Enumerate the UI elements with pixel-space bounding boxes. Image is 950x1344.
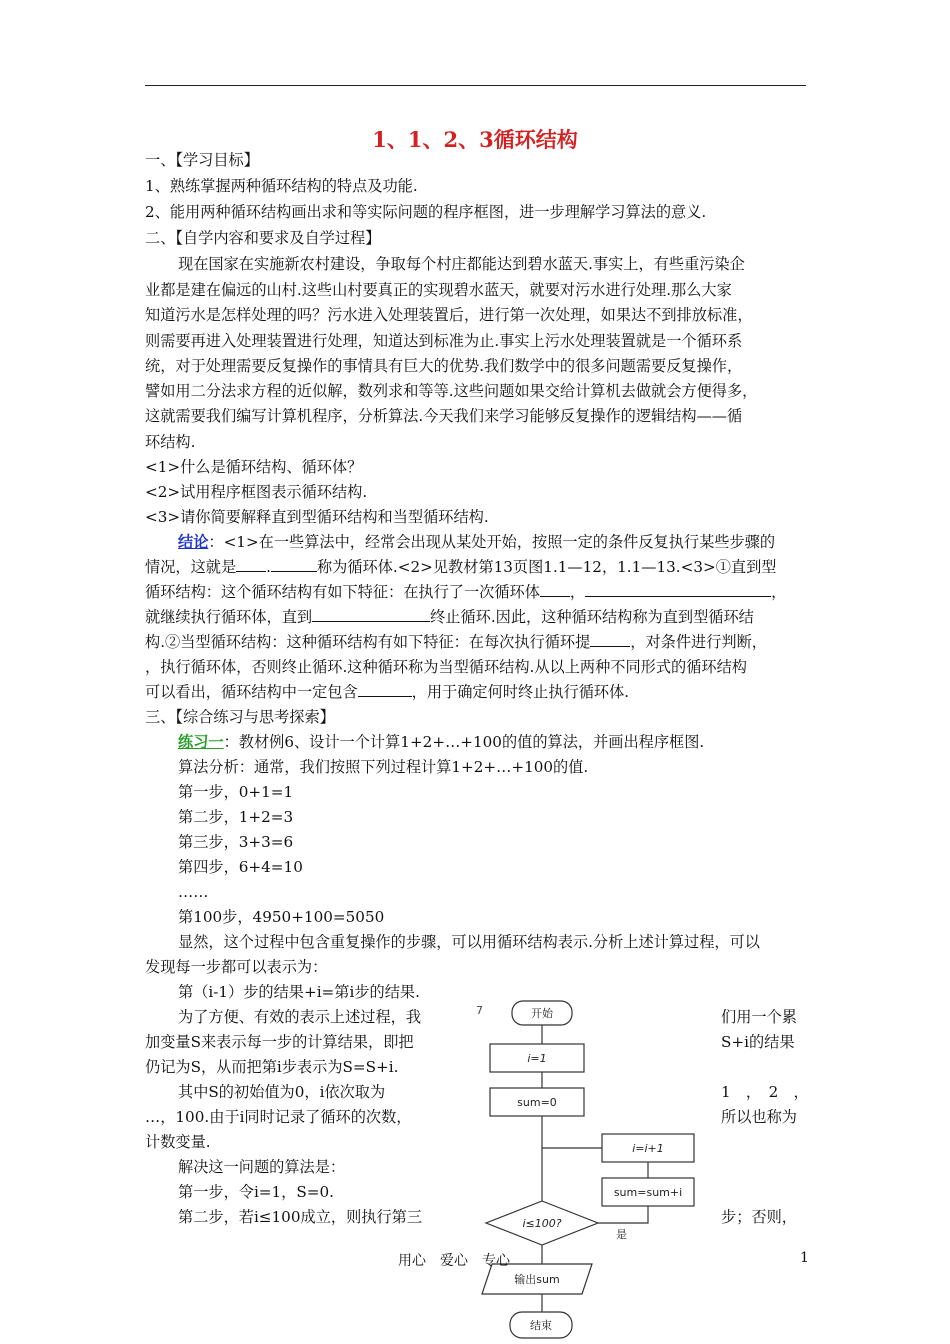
goal-2: 2、能用两种循环结构画出求和等实际问题的程序框图，进一步理解学习算法的意义. [145, 203, 707, 221]
paragraph-line: 譬如用二分法求方程的近似解，数列求和等等.这些问题如果交给计算机去做就会方便得多， [145, 382, 758, 400]
fill-blank [590, 632, 630, 647]
page-title: 1、1、2、3循环结构 [372, 127, 578, 152]
paragraph-line: 知道污水是怎样处理的吗？污水进入处理装置后，进行第一次处理，如果达不到排放标准， [145, 306, 753, 324]
exercise-line: 发现每一步都可以表示为： [145, 958, 328, 976]
exercise-line: 第三步，3+3=6 [178, 833, 294, 851]
loop-flowchart [470, 996, 710, 1344]
accumulate-label: sum=sum+i [613, 1186, 683, 1199]
fill-blank [236, 557, 266, 572]
wrap-left-line: …，100.由于i同时记录了循环的次数， [145, 1108, 412, 1126]
section-heading-3: 三、【综合练习与思考探索】 [145, 708, 335, 726]
question-3: <3>请你简要解释直到型循环结构和当型循环结构. [145, 508, 489, 526]
exercise-line: 第二步，1+2=3 [178, 808, 294, 826]
goal-1: 1、熟练掌握两种循环结构的特点及功能. [145, 177, 418, 195]
paragraph-line: 统，对于处理需要反复操作的事情具有巨大的优势.我们数学中的很多问题需要反复操作， [145, 357, 743, 375]
start-label: 开始 [531, 1007, 553, 1020]
exercise-label: 练习一 [178, 733, 224, 751]
question-2: <2>试用程序框图表示循环结构. [145, 483, 368, 501]
exercise-line: 第（i-1）步的结果+i=第i步的结果. [178, 983, 420, 1001]
wrap-right-line: 所以也称为 [721, 1108, 797, 1126]
paragraph-line: 业都是建在偏远的山村.这些山村要真正的实现碧水蓝天，就要对污水进行处理.那么大家 [145, 281, 732, 299]
condition-label: i≤100? [522, 1217, 562, 1230]
wrap-left-line: 第一步，令i=1，S=0. [178, 1183, 334, 1201]
page-number: 1 [800, 1250, 809, 1266]
footer-text: 用心 爱心 专心 [398, 1253, 510, 1269]
conclusion-line: 结论：<1>在一些算法中，经常会出现从某处开始，按照一定的条件反复执行某些步骤的 [178, 533, 776, 551]
section-heading-1: 一、【学习目标】 [145, 151, 259, 169]
output-label: 输出sum [514, 1273, 560, 1286]
corner-mark: 7 [476, 1004, 483, 1017]
init-sum-label: sum=0 [517, 1096, 557, 1109]
fill-blank [271, 557, 317, 572]
section-heading-2: 二、【自学内容和要求及自学过程】 [145, 229, 381, 247]
exercise-line: 第一步，0+1=1 [178, 783, 294, 801]
exercise-line: 算法分析：通常，我们按照下列过程计算1+2+…+100的值. [178, 758, 589, 776]
wrap-left-line: 仍记为S，从而把第i步表示为S=S+i. [145, 1058, 399, 1076]
conclusion-line: 构.②当型循环结构：这种循环结构有如下特征：在每次执行循环提 ，对条件进行判断， [145, 633, 767, 651]
wrap-right-line: 们用一个累 [721, 1008, 797, 1026]
wrap-left-line: 计数变量. [145, 1133, 211, 1151]
wrap-left-line: 解决这一问题的算法是： [178, 1158, 346, 1176]
paragraph-line: 这就需要我们编写计算机程序，分析算法.今天我们来学习能够反复操作的逻辑结构——循 [145, 407, 743, 425]
paragraph-line: 则需要再进入处理装置进行处理，知道达到标准为止.事实上污水处理装置就是一个循环系 [145, 332, 743, 350]
paragraph-line: 环结构. [145, 433, 196, 451]
exercise-line: 第100步，4950+100=5050 [178, 908, 385, 926]
paragraph-line: 现在国家在实施新农村建设，争取每个村庄都能达到碧水蓝天.事实上，有些重污染企 [178, 255, 745, 273]
exercise-line: …… [178, 883, 209, 901]
wrap-right-line: 1 ， 2 ， [721, 1083, 809, 1101]
fill-blank [585, 582, 771, 597]
wrap-left-line: 其中S的初始值为0，i依次取为 [178, 1083, 386, 1101]
conclusion-line: 可以看出，循环结构中一定包含 ，用于确定何时终止执行循环体. [145, 683, 630, 701]
header-rule [145, 85, 806, 86]
wrap-left-line: 第二步，若i≤100成立，则执行第三 [178, 1208, 423, 1226]
exercise-line: 练习一：教材例6、设计一个计算1+2+…+100的值的算法，并画出程序框图. [178, 733, 705, 751]
wrap-left-line: 加变量S来表示每一步的计算结果，即把 [145, 1033, 414, 1051]
yes-label: 是 [616, 1228, 627, 1241]
conclusion-label: 结论 [178, 533, 209, 551]
end-label: 结束 [530, 1319, 552, 1332]
exercise-line: 显然，这个过程中包含重复操作的步骤，可以用循环结构表示.分析上述计算过程，可以 [178, 933, 760, 951]
exercise-line: 第四步，6+4=10 [178, 858, 303, 876]
wrap-left-line: 为了方便、有效的表示上述过程，我 [178, 1008, 421, 1026]
conclusion-line: 循环结构：这个循环结构有如下特征：在执行了一次循环体 ， ， [145, 583, 787, 601]
question-1: <1>什么是循环结构、循环体？ [145, 458, 363, 476]
fill-blank [358, 682, 412, 697]
conclusion-line: 就继续执行循环体，直到 终止循环.因此，这种循环结构称为直到型循环结 [145, 608, 754, 626]
fill-blank [540, 582, 570, 597]
fill-blank [312, 607, 430, 622]
init-i-label: i=1 [527, 1052, 547, 1065]
wrap-right-line: S+i的结果 [721, 1033, 795, 1051]
increment-label: i=i+1 [632, 1142, 664, 1155]
conclusion-line: ，执行循环体，否则终止循环.这种循环称为当型循环结构.从以上两种不同形式的循环结构 [145, 658, 747, 676]
wrap-right-line: 步；否则， [721, 1208, 797, 1226]
conclusion-line: 情况，这就是 . 称为循环体.<2>见教材第13页图1.1—12，1.1—13.<3>①直到型 [145, 558, 777, 576]
